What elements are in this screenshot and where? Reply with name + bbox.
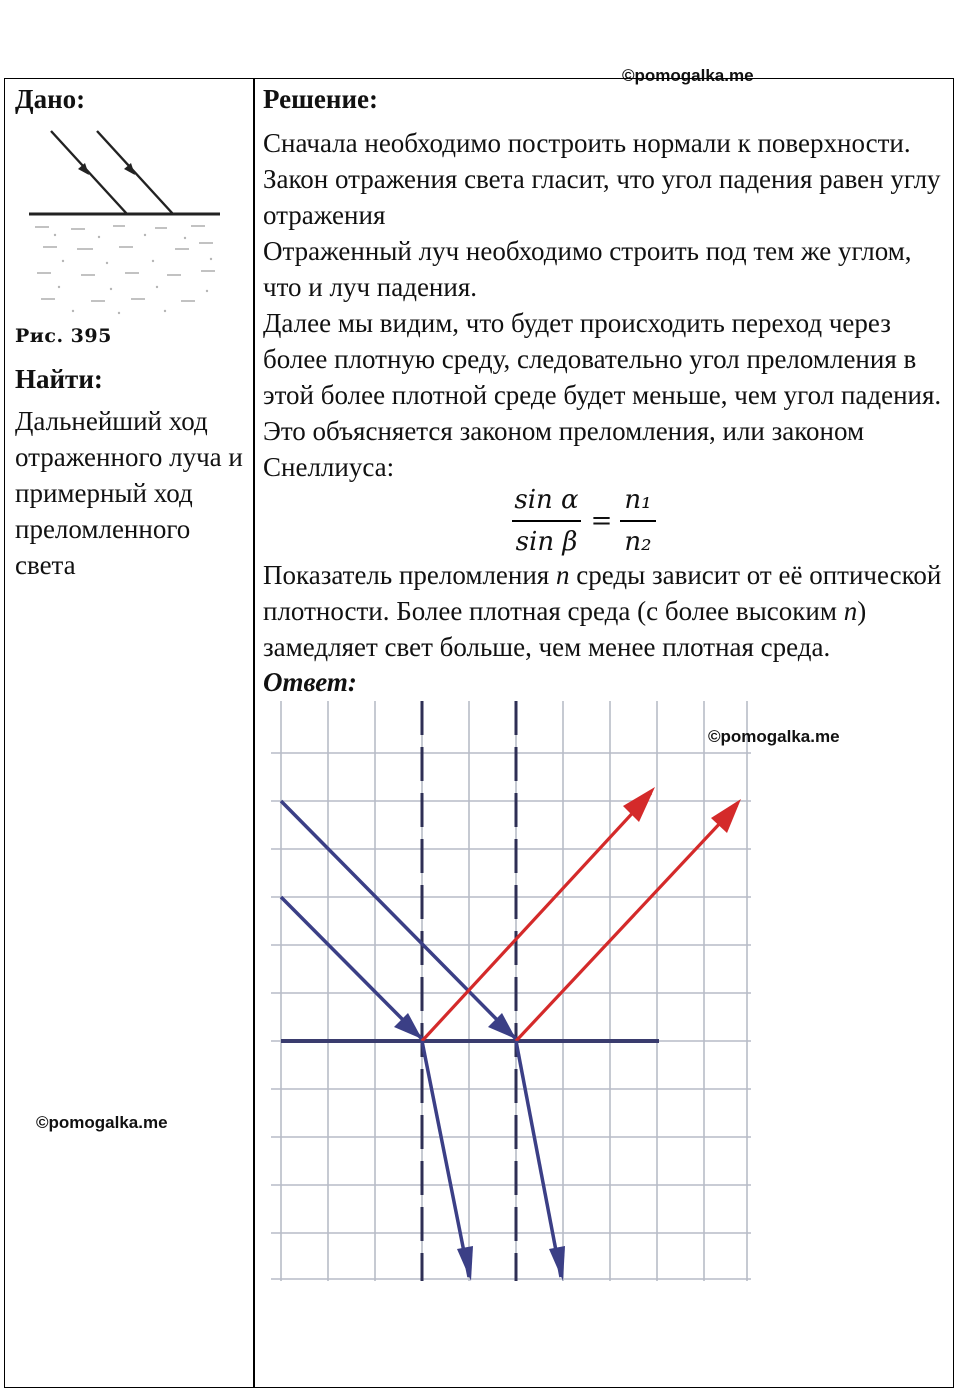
answer-diagram: [271, 701, 751, 1281]
find-text: Дальнейший ход отраженного луча и примерный ход преломленного света: [15, 406, 243, 580]
refracted-ray-2-arrow: [549, 1246, 565, 1281]
medium-hatching: [35, 226, 215, 301]
right-column: [263, 79, 943, 1281]
incident-ray-1: [281, 897, 422, 1039]
solution-paragraph-4: Далее мы видим, что будет происходить переход через более плотную среду, следовательно угол преломления в этой более плотной среде будет меньше, чем угол падения. Это объясняется законом преломления, или законом Снеллиуса:: [263, 308, 942, 482]
formula-den-right: n₂: [620, 520, 655, 560]
incident-ray-2: [281, 801, 516, 1039]
solution-paragraph-2: Закон отражения света гласит, что угол падения равен углу отражения: [263, 164, 941, 230]
formula-num-left: sin α: [514, 485, 579, 515]
left-column: [15, 79, 247, 583]
watermark-top: ©pomogalka.me: [622, 66, 754, 85]
after-formula-part3: ) замедляет свет больше, чем менее плотная среда.: [263, 596, 867, 662]
formula-num-right: n₁: [624, 485, 652, 515]
after-formula-part1: Показатель преломления: [263, 560, 556, 590]
find-heading: Найти:: [15, 364, 103, 394]
watermark-bottom-left: ©pomogalka.me: [36, 1113, 168, 1132]
after-formula-var2: n: [843, 596, 858, 626]
given-ray-1: [51, 131, 127, 214]
refracted-ray-1: [422, 1041, 469, 1277]
reflected-ray-1: [422, 793, 651, 1041]
formula-right-fraction: [620, 482, 655, 560]
formula-left-fraction: [510, 482, 582, 560]
figure-caption: Рис. 395: [15, 325, 112, 347]
refracted-ray-2: [516, 1041, 561, 1277]
answer-heading: Ответ:: [263, 667, 357, 697]
formula-equals: =: [590, 506, 613, 536]
solution-paragraph-1: Сначала необходимо построить нормали к поверхности.: [263, 128, 911, 158]
watermark-middle: ©pomogalka.me: [708, 727, 840, 746]
given-figure: [15, 123, 225, 323]
solution-paragraph-5: [263, 557, 943, 665]
given-ray-2: [97, 131, 173, 214]
formula-den-left: sin β: [512, 520, 582, 560]
solution-paragraph-3: Отраженный луч необходимо строить под тем же углом, что и луч падения.: [263, 236, 912, 302]
column-divider: [253, 79, 255, 1387]
after-formula-var1: n: [555, 560, 570, 590]
grid-paper: [271, 701, 751, 1281]
medium-dots: [54, 234, 212, 314]
solution-body: [263, 125, 943, 665]
given-heading: Дано:: [15, 84, 86, 114]
solution-heading: Решение:: [263, 84, 378, 114]
refracted-ray-1-arrow: [457, 1246, 473, 1281]
snell-formula: [223, 485, 943, 557]
after-formula-part2: среды зависит от её оптической плотности. Более плотная среда (с более высоким: [263, 560, 942, 626]
